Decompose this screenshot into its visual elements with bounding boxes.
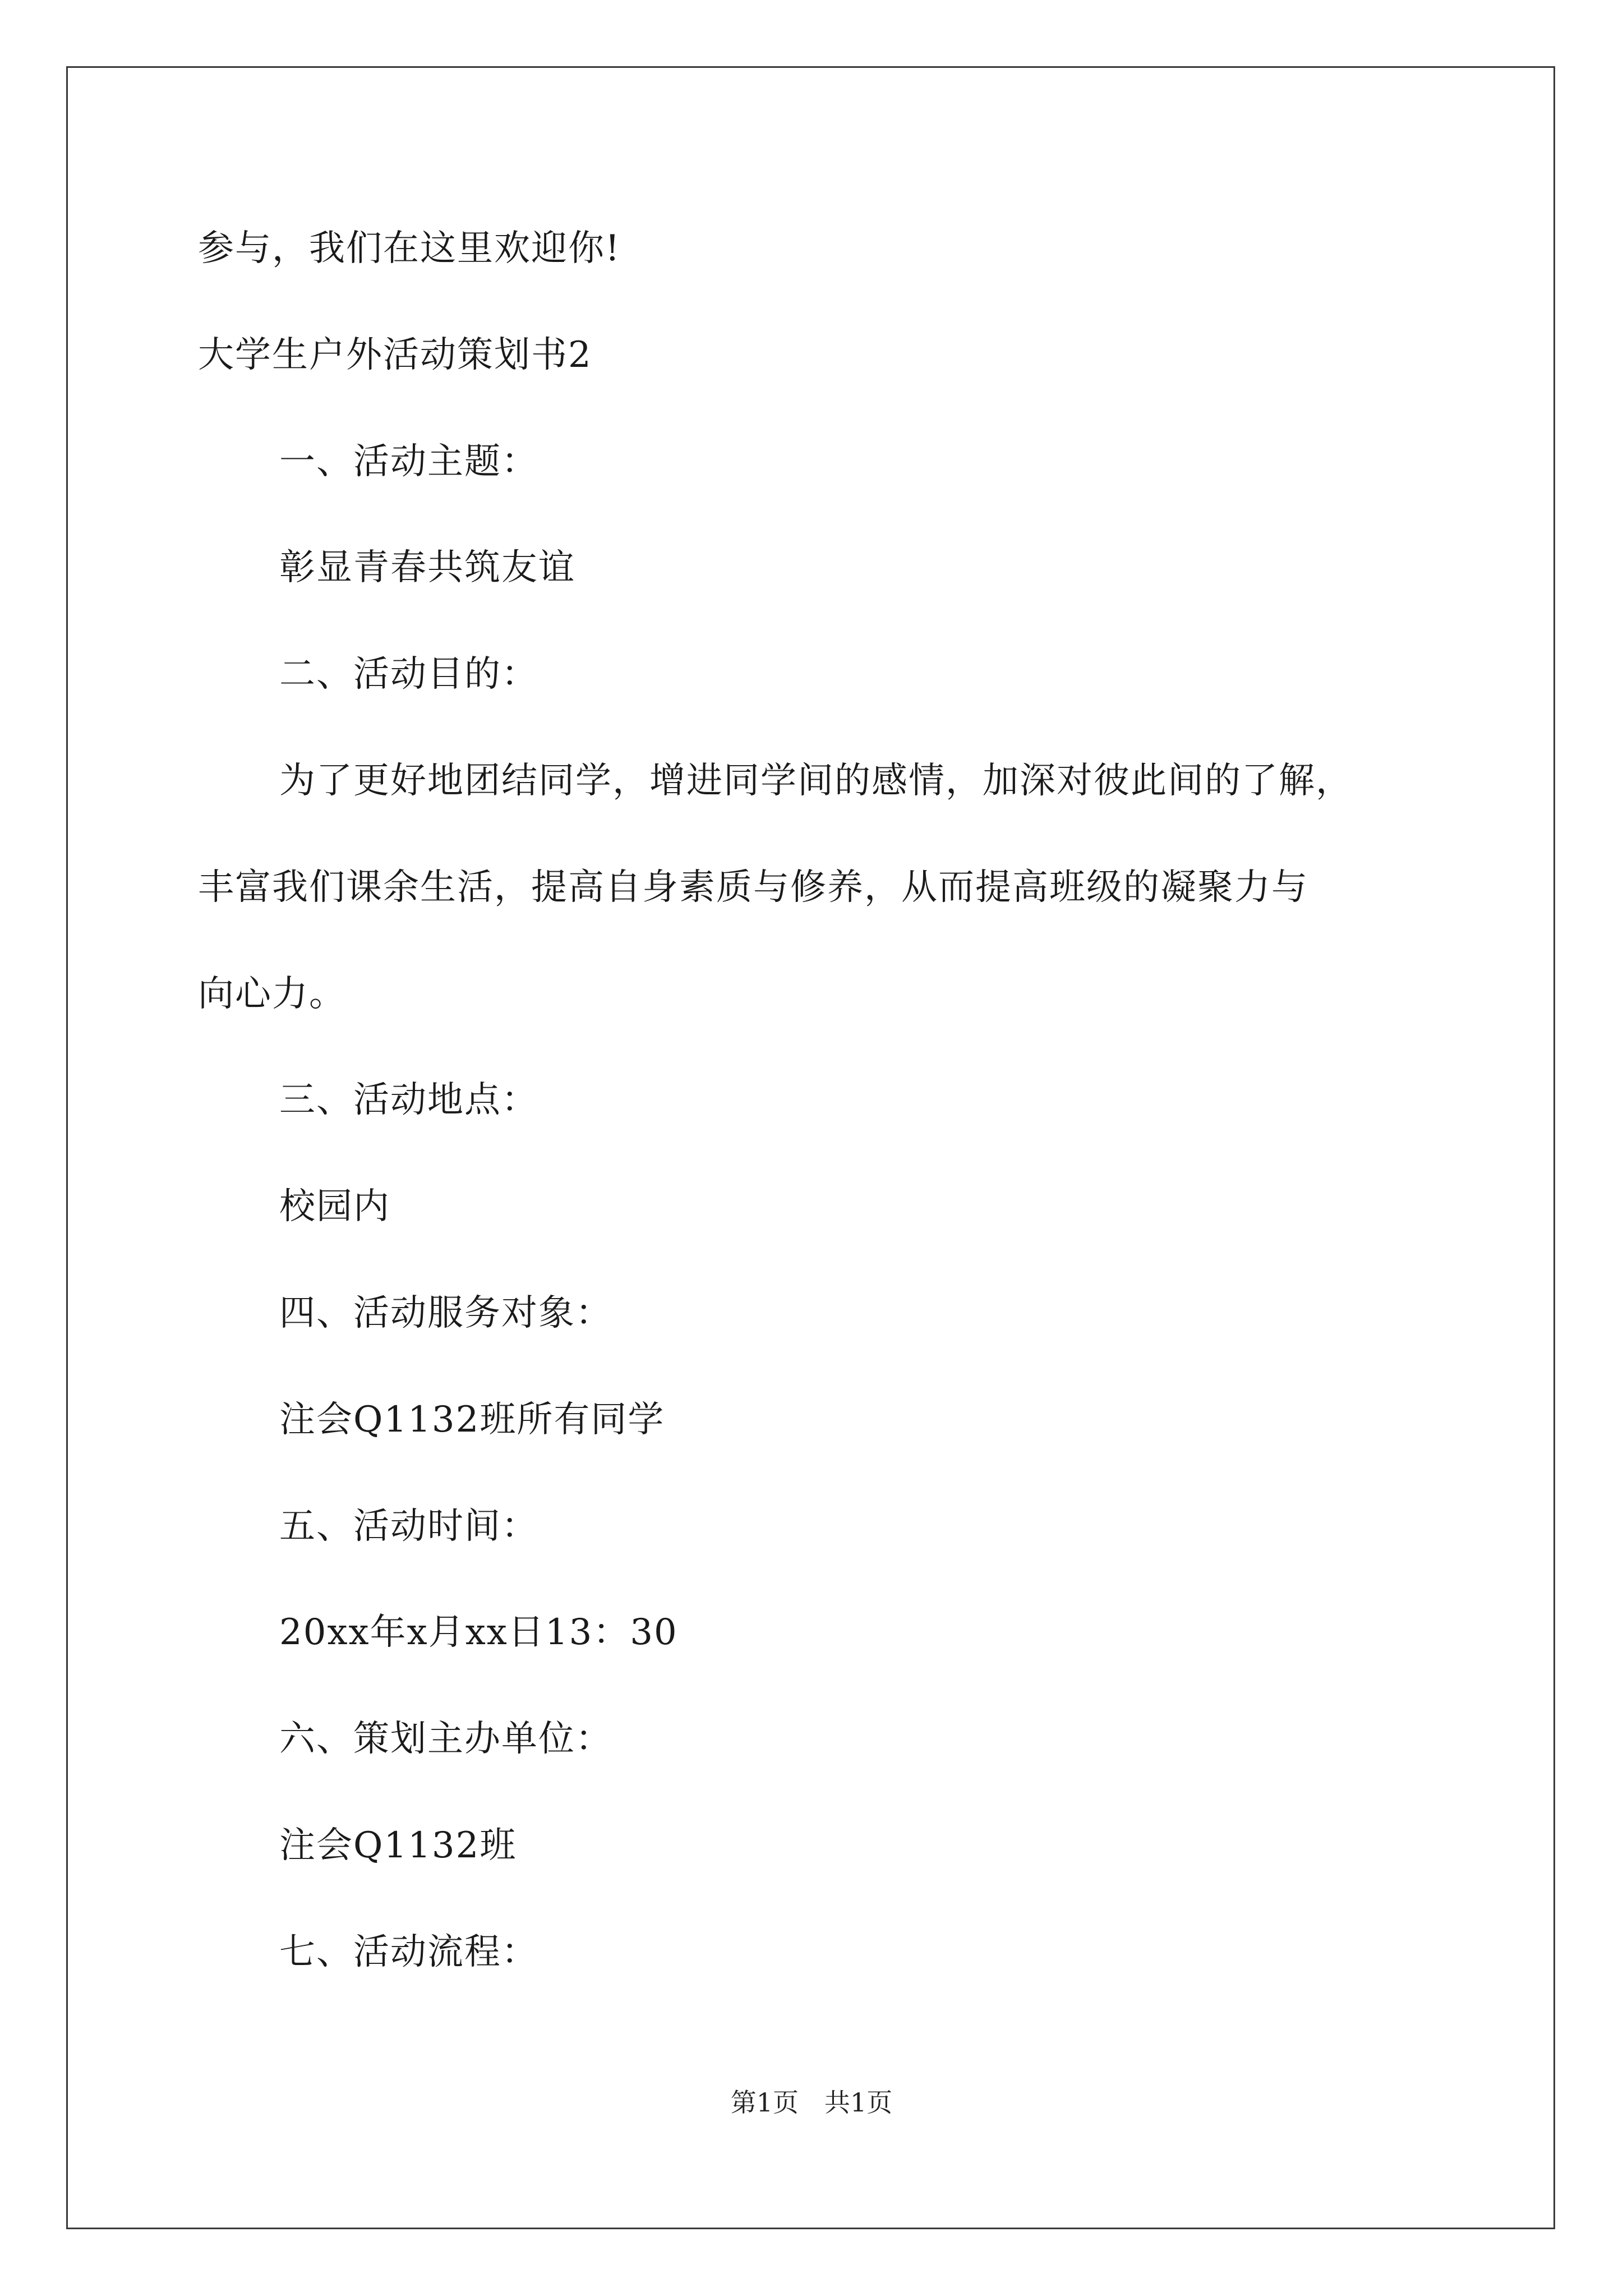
location-text: 校园内 [279, 1186, 390, 1227]
time-text: 20xx年x月xx日13：30 [279, 1612, 678, 1653]
section-heading-time: 五、活动时间： [279, 1506, 538, 1547]
text-line-continuation: 参与，我们在这里欢迎你! [198, 228, 621, 269]
section-heading-process: 七、活动流程： [279, 1931, 538, 1973]
section-heading-theme: 一、活动主题： [279, 441, 538, 482]
section-heading-purpose: 二、活动目的： [279, 654, 538, 695]
purpose-text-line-2: 丰富我们课余生活，提高自身素质与修养，从而提高班级的凝聚力与 [198, 867, 1308, 908]
section-heading-audience: 四、活动服务对象： [279, 1292, 612, 1334]
purpose-text-line-3: 向心力。 [198, 973, 346, 1015]
organizer-text: 注会Q1132班 [279, 1825, 517, 1866]
section-heading-location: 三、活动地点： [279, 1079, 538, 1121]
purpose-text-line-1: 为了更好地团结同学，增进同学间的感情，加深对彼此间的了解， [279, 760, 1353, 802]
page-border [66, 66, 1555, 2229]
page-number-footer: 第1页 共1页 [730, 2087, 893, 2118]
section-heading-organizer: 六、策划主办单位： [279, 1718, 612, 1760]
theme-text: 彰显青春共筑友谊 [279, 547, 575, 588]
audience-text: 注会Q1132班所有同学 [279, 1399, 665, 1441]
document-title: 大学生户外活动策划书2 [198, 334, 592, 376]
